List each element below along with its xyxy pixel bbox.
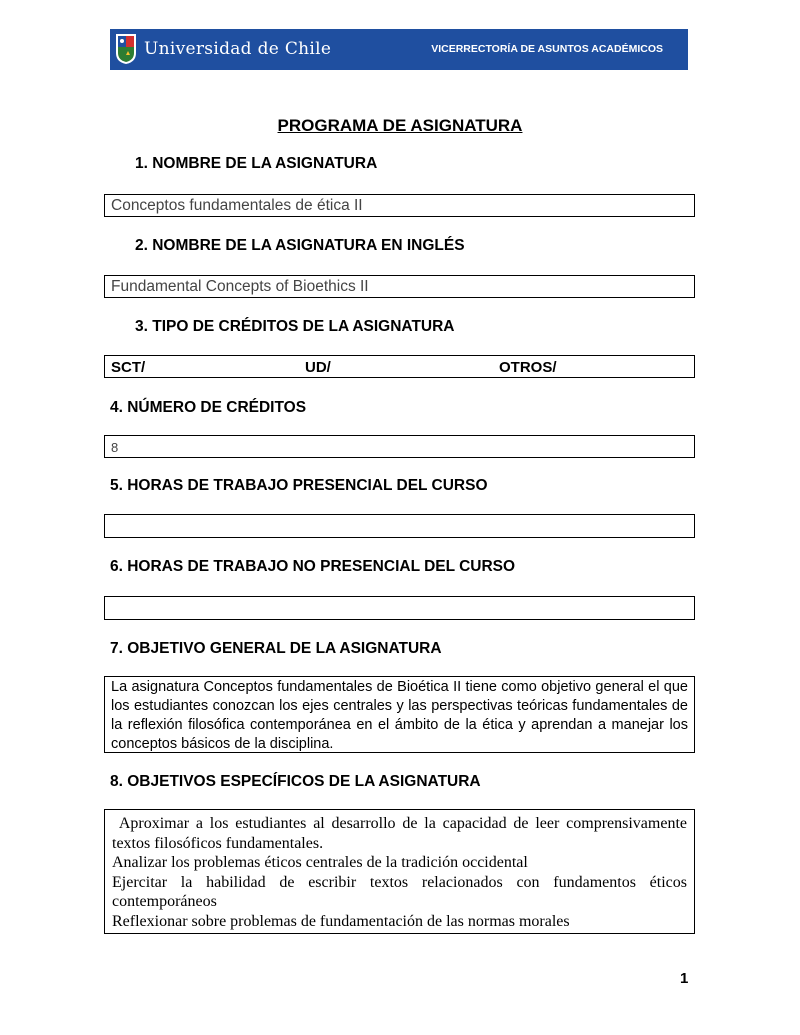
section-4-box	[104, 435, 695, 458]
course-name-value: Conceptos fundamentales de ética II	[111, 197, 363, 214]
section-1-box	[104, 194, 695, 217]
list-item: Aproximar a los estudiantes al desarrollo de la capacidad de leer comprensivamente textos filosóficos fundamentales.	[112, 815, 691, 852]
credit-number-value: 8	[111, 440, 119, 455]
section-5-heading: 5. HORAS DE TRABAJO PRESENCIAL DEL CURSO	[110, 477, 488, 494]
section-6-heading: 6. HORAS DE TRABAJO NO PRESENCIAL DEL CURSO	[110, 558, 516, 575]
section-5-box	[104, 514, 695, 538]
section-8-heading: 8. OBJETIVOS ESPECÍFICOS DE LA ASIGNATURA	[110, 773, 481, 790]
section-7-heading: 7. OBJETIVO GENERAL DE LA ASIGNATURA	[110, 640, 442, 657]
section-7-box	[104, 676, 695, 753]
page-title: PROGRAMA DE ASIGNATURA	[277, 116, 523, 135]
header-banner	[110, 29, 688, 70]
credit-ud: UD/	[305, 359, 331, 376]
non-presential-hours-value	[105, 597, 694, 601]
credit-otros: OTROS/	[499, 359, 557, 376]
credit-sct: SCT/	[111, 359, 146, 376]
course-name-english-value: Fundamental Concepts of Bioethics II	[111, 278, 369, 295]
university-shield-icon	[115, 33, 137, 65]
list-item: Reflexionar sobre problemas de fundamentación de las normas morales	[112, 912, 570, 930]
specific-objectives-list	[105, 810, 694, 935]
section-2-box	[104, 275, 695, 298]
section-8-box	[104, 809, 695, 934]
section-3-heading: 3. TIPO DE CRÉDITOS DE LA ASIGNATURA	[135, 318, 455, 335]
vicerrectoria-label: VICERRECTORÍA DE ASUNTOS ACADÉMICOS	[431, 43, 663, 55]
page-number: 1	[680, 970, 689, 987]
general-objective-text: La asignatura Conceptos fundamentales de Bioética II tiene como objetivo general el que los estudiantes conozcan los ejes centrales y las perspectivas teóricas fundamentales de la reflexión filosófica contemporánea en el ámbito de la ética y aprendan a manejar los conceptos básicos de la disciplina.	[111, 679, 688, 752]
list-item: Ejercitar la habilidad de escribir textos relacionados con fundamentos éticos contemporáneos	[112, 873, 687, 910]
section-3-box	[104, 355, 695, 378]
section-2-heading: 2. NOMBRE DE LA ASIGNATURA EN INGLÉS	[135, 237, 465, 254]
credit-type-row	[105, 356, 694, 377]
section-1-heading: 1. NOMBRE DE LA ASIGNATURA	[135, 155, 378, 172]
university-name: Universidad de Chile	[144, 39, 332, 59]
section-6-box	[104, 596, 695, 620]
presential-hours-value	[105, 515, 694, 519]
list-item: Analizar los problemas éticos centrales de la tradición occidental	[112, 854, 528, 871]
section-4-heading: 4. NÚMERO DE CRÉDITOS	[110, 399, 307, 416]
